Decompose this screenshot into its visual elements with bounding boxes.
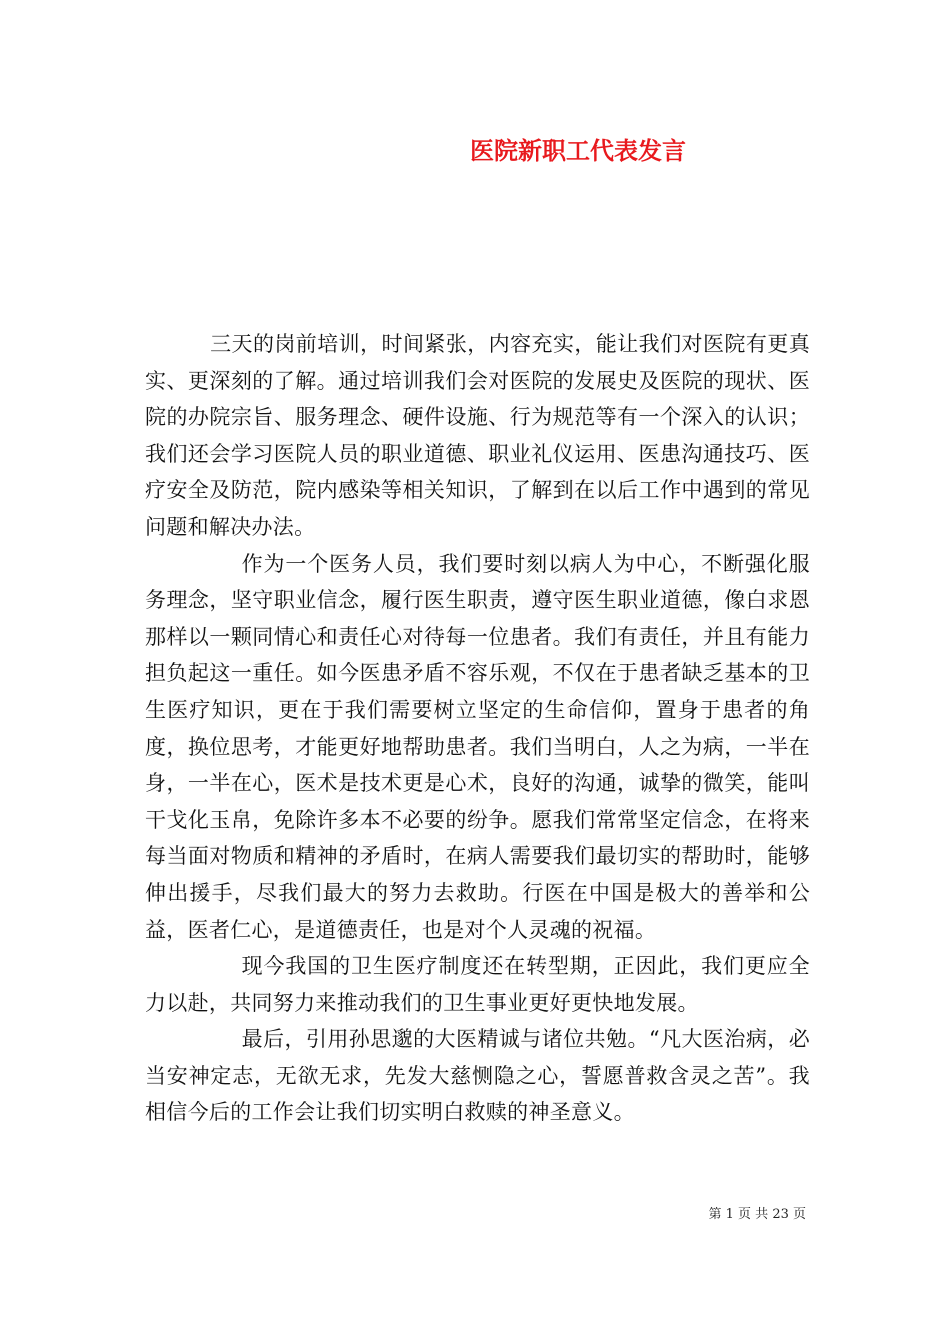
paragraph-medical-ethics: 作为一个医务人员，我们要时刻以病人为中心，不断强化服务理念，坚守职业信念，履行医生职责，遵守医生职业道德，像白求恩那样以一颗同情心和责任心对待每一位患者。我们有责任，并且有能力担负起这一重任。如今医患矛盾不容乐观，不仅在于患者缺乏基本的卫生医疗知识，更在于我们需要树立坚定的生命信仰，置身于患者的角度，换位思考，才能更好地帮助患者。我们当明白，人之为病，一半在身，一半在心，医术是技术更是心术，良好的沟通，诚挚的微笑，能叫干戈化玉帛，免除许多本不必要的纷争。愿我们常常坚定信念，在将来每当面对物质和精神的矛盾时，在病人需要我们最切实的帮助时，能够伸出援手，尽我们最大的努力去救助。行医在中国是极大的善举和公益，医者仁心，是道德责任，也是对个人灵魂的祝福。 [145, 551, 810, 942]
paragraph-healthcare-reform: 现今我国的卫生医疗制度还在转型期，正因此，我们更应全力以赴，共同努力来推动我们的卫生事业更好更快地发展。 [145, 954, 810, 1015]
paragraph-training: 三天的岗前培训，时间紧张，内容充实，能让我们对医院有更真实、更深刻的了解。通过培训我们会对医院的发展史及医院的现状、医院的办院宗旨、服务理念、硬件设施、行为规范等有一个深入的认识；我们还会学习医院人员的职业道德、职业礼仪运用、医患沟通技巧、医疗安全及防范，院内感染等相关知识，了解到在以后工作中遇到的常见问题和解决办法。 [145, 332, 810, 539]
page-number: 第 1 页 共 23 页 [708, 1207, 806, 1222]
document-title: 医院新职工代表发言 [470, 136, 686, 165]
paragraph-closing-quote: 最后，引用孙思邈的大医精诚与诸位共勉。“凡大医治病，必当安神定志，无欲无求，先发大慈恻隐之心，誓愿普救含灵之苦”。我相信今后的工作会让我们切实明白救赎的神圣意义。 [145, 1027, 810, 1125]
document-body [145, 326, 810, 1131]
